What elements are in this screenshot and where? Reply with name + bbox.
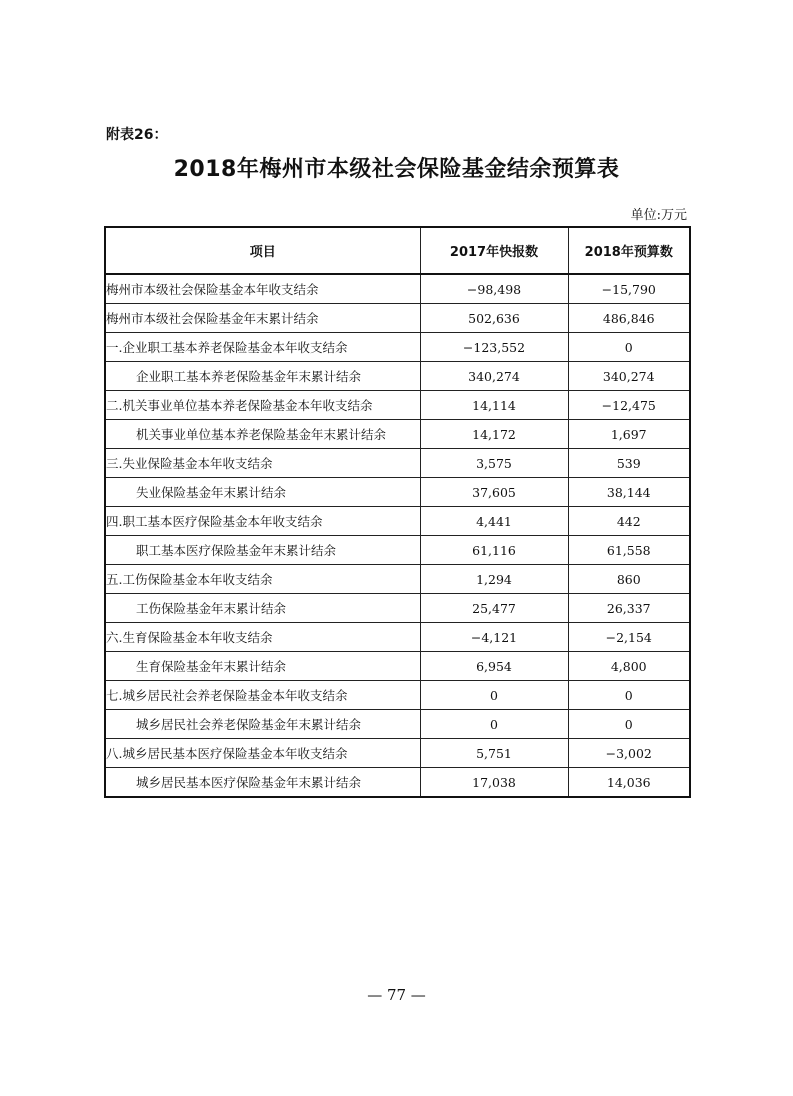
row-value-2018: −3,002 xyxy=(568,739,690,768)
row-value-2017: 5,751 xyxy=(420,739,568,768)
row-item-label: 二.机关事业单位基本养老保险基金本年收支结余 xyxy=(105,391,420,420)
header-2017: 2017年快报数 xyxy=(420,227,568,274)
row-value-2018: 860 xyxy=(568,565,690,594)
row-item-label: 七.城乡居民社会养老保险基金本年收支结余 xyxy=(105,681,420,710)
row-value-2018: 14,036 xyxy=(568,768,690,798)
row-value-2018: 1,697 xyxy=(568,420,690,449)
row-value-2018: −2,154 xyxy=(568,623,690,652)
table-row xyxy=(105,449,690,478)
row-value-2018: 4,800 xyxy=(568,652,690,681)
row-item-label: 一.企业职工基本养老保险基金本年收支结余 xyxy=(105,333,420,362)
header-2018: 2018年预算数 xyxy=(568,227,690,274)
page-number: — 77 — xyxy=(367,986,426,1004)
row-value-2017: 14,114 xyxy=(420,391,568,420)
row-item-label: 八.城乡居民基本医疗保险基金本年收支结余 xyxy=(105,739,420,768)
row-item-label: 机关事业单位基本养老保险基金年末累计结余 xyxy=(105,420,420,449)
row-item-label: 职工基本医疗保险基金年末累计结余 xyxy=(105,536,420,565)
row-value-2017: 0 xyxy=(420,710,568,739)
row-item-label: 梅州市本级社会保险基金本年收支结余 xyxy=(105,274,420,304)
row-item-label: 工伤保险基金年末累计结余 xyxy=(105,594,420,623)
row-value-2018: 61,558 xyxy=(568,536,690,565)
unit-label: 单位:万元 xyxy=(630,208,687,223)
table-row xyxy=(105,420,690,449)
table-row xyxy=(105,536,690,565)
table-row xyxy=(105,594,690,623)
appendix-label: 附表26： xyxy=(106,127,168,143)
table-row xyxy=(105,507,690,536)
row-item-label: 生育保险基金年末累计结余 xyxy=(105,652,420,681)
row-value-2017: −4,121 xyxy=(420,623,568,652)
row-value-2017: 6,954 xyxy=(420,652,568,681)
row-value-2018: 0 xyxy=(568,710,690,739)
row-item-label: 城乡居民社会养老保险基金年末累计结余 xyxy=(105,710,420,739)
table-row xyxy=(105,362,690,391)
table-row xyxy=(105,478,690,507)
table-body xyxy=(105,274,690,797)
table-row xyxy=(105,652,690,681)
table-row xyxy=(105,768,690,798)
table-row xyxy=(105,274,690,304)
row-value-2018: 340,274 xyxy=(568,362,690,391)
row-item-label: 六.生育保险基金本年收支结余 xyxy=(105,623,420,652)
row-value-2018: −15,790 xyxy=(568,274,690,304)
table-header-row xyxy=(105,227,690,274)
row-item-label: 梅州市本级社会保险基金年末累计结余 xyxy=(105,304,420,333)
page-title: 2018年梅州市本级社会保险基金结余预算表 xyxy=(173,157,620,182)
row-value-2018: 26,337 xyxy=(568,594,690,623)
row-value-2017: 17,038 xyxy=(420,768,568,798)
row-value-2017: 502,636 xyxy=(420,304,568,333)
row-value-2018: 442 xyxy=(568,507,690,536)
row-item-label: 三.失业保险基金本年收支结余 xyxy=(105,449,420,478)
row-value-2018: 486,846 xyxy=(568,304,690,333)
row-value-2017: 340,274 xyxy=(420,362,568,391)
row-value-2018: 0 xyxy=(568,681,690,710)
row-value-2017: 61,116 xyxy=(420,536,568,565)
header-item: 项目 xyxy=(105,227,420,274)
row-value-2017: −123,552 xyxy=(420,333,568,362)
table-row xyxy=(105,623,690,652)
budget-table xyxy=(104,226,691,798)
row-item-label: 城乡居民基本医疗保险基金年末累计结余 xyxy=(105,768,420,798)
table-row xyxy=(105,681,690,710)
table-row xyxy=(105,304,690,333)
row-value-2017: 14,172 xyxy=(420,420,568,449)
row-item-label: 失业保险基金年末累计结余 xyxy=(105,478,420,507)
row-item-label: 四.职工基本医疗保险基金本年收支结余 xyxy=(105,507,420,536)
row-value-2017: 4,441 xyxy=(420,507,568,536)
row-value-2018: −12,475 xyxy=(568,391,690,420)
row-value-2018: 539 xyxy=(568,449,690,478)
row-value-2017: 0 xyxy=(420,681,568,710)
row-value-2017: 37,605 xyxy=(420,478,568,507)
row-value-2017: 1,294 xyxy=(420,565,568,594)
row-value-2018: 0 xyxy=(568,333,690,362)
row-value-2017: 25,477 xyxy=(420,594,568,623)
table-row xyxy=(105,391,690,420)
table-row xyxy=(105,565,690,594)
table-row xyxy=(105,739,690,768)
table-row xyxy=(105,333,690,362)
row-value-2017: 3,575 xyxy=(420,449,568,478)
row-item-label: 企业职工基本养老保险基金年末累计结余 xyxy=(105,362,420,391)
table-row xyxy=(105,710,690,739)
row-item-label: 五.工伤保险基金本年收支结余 xyxy=(105,565,420,594)
row-value-2018: 38,144 xyxy=(568,478,690,507)
row-value-2017: −98,498 xyxy=(420,274,568,304)
